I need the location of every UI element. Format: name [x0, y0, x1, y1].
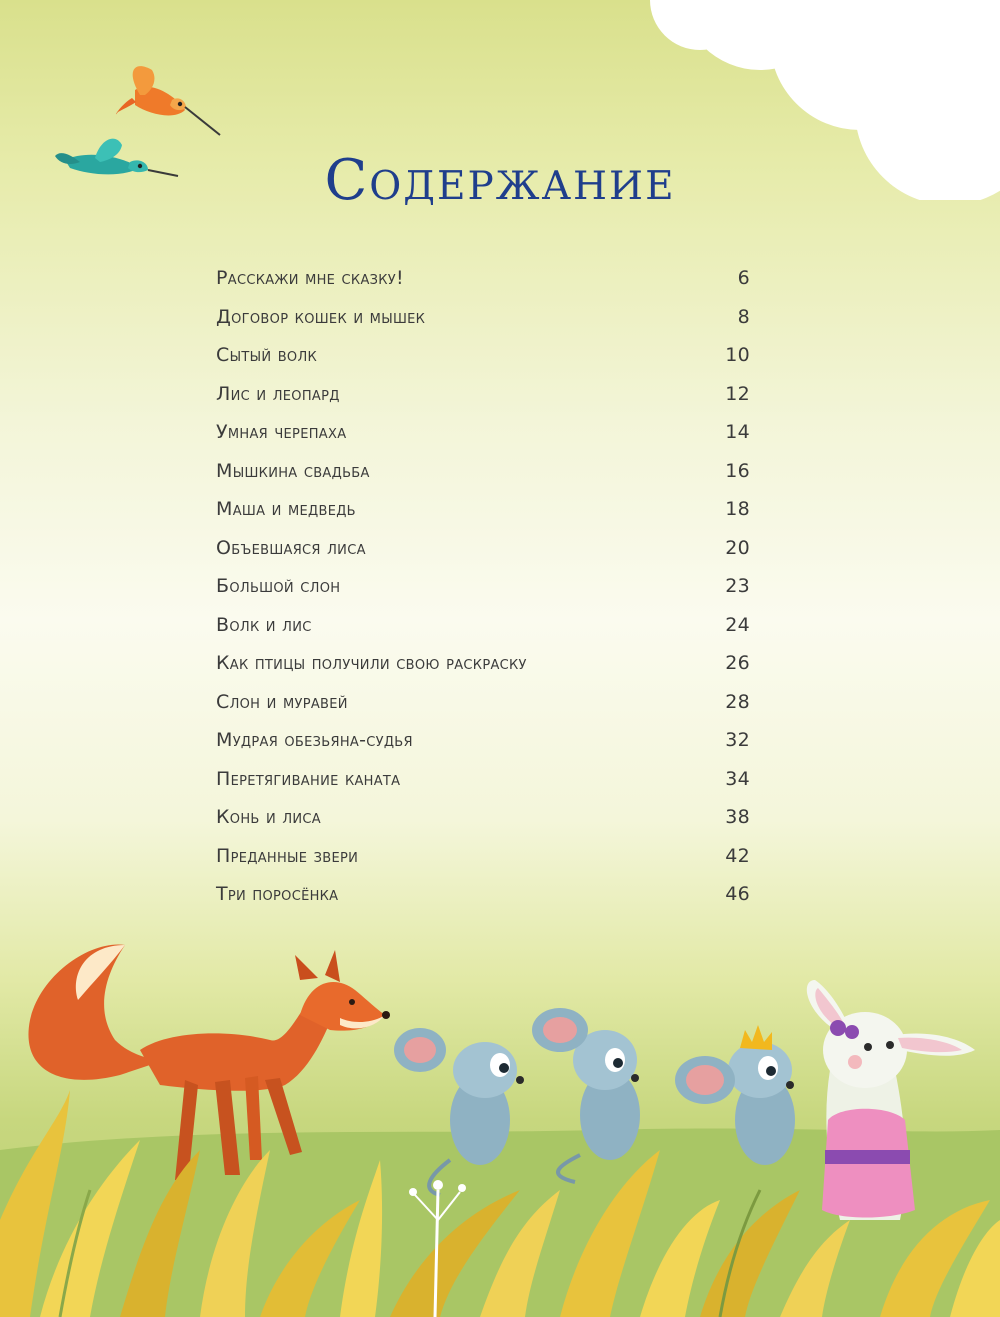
toc-item[interactable]	[216, 652, 750, 691]
toc-item-title: Объевшаяся лиса	[216, 536, 366, 559]
toc-item[interactable]	[216, 883, 750, 922]
toc-item-page: 16	[725, 459, 750, 482]
toc-item-title: Умная черепаха	[216, 421, 347, 443]
toc-item[interactable]	[216, 729, 750, 768]
toc-item-title: Как птицы получили свою раскраску	[216, 652, 527, 674]
toc-item-page: 28	[725, 690, 750, 713]
toc-item[interactable]	[216, 498, 750, 537]
toc-item[interactable]	[216, 460, 750, 499]
toc-item-title: Договор кошек и мышек	[216, 305, 426, 328]
page-title: Содержание	[324, 148, 676, 213]
toc-item-page: 18	[725, 498, 750, 520]
toc-item-page: 32	[725, 729, 750, 751]
toc-item[interactable]	[216, 575, 750, 614]
toc-item-title: Мышкина свадьба	[216, 459, 370, 482]
toc-item[interactable]	[216, 614, 750, 653]
toc-item[interactable]	[216, 768, 750, 807]
toc-item-title: Конь и лиса	[216, 806, 321, 828]
toc-item[interactable]	[216, 344, 750, 383]
toc-item-page: 34	[725, 767, 750, 790]
toc-item-title: Большой слон	[216, 575, 341, 597]
toc-item-page: 10	[725, 344, 750, 366]
toc-item-page: 42	[725, 844, 750, 867]
toc-item-page: 14	[725, 421, 750, 443]
toc-item-title: Расскажи мне сказку!	[216, 267, 404, 289]
toc-item-page: 24	[725, 613, 750, 636]
animals-meadow-illustration	[0, 920, 1000, 1317]
toc-item-title: Слон и муравей	[216, 690, 348, 713]
toc-item-title: Сытый волк	[216, 344, 318, 366]
toc-item-title: Три поросёнка	[216, 883, 339, 905]
table-of-contents	[216, 267, 750, 922]
toc-item-title: Маша и медведь	[216, 498, 356, 520]
toc-item-title: Перетягивание каната	[216, 767, 401, 790]
toc-item-page: 12	[725, 382, 750, 405]
toc-item[interactable]	[216, 806, 750, 845]
toc-item[interactable]	[216, 537, 750, 576]
toc-item-title: Волк и лис	[216, 613, 312, 636]
toc-item-page: 6	[737, 267, 750, 289]
toc-item-page: 26	[725, 652, 750, 674]
toc-item-page: 8	[737, 305, 750, 328]
toc-item-page: 23	[725, 575, 750, 597]
toc-item-page: 46	[725, 883, 750, 905]
toc-item[interactable]	[216, 691, 750, 730]
toc-item-title: Лис и леопард	[216, 382, 340, 405]
toc-item-title: Мудрая обезьяна-судья	[216, 729, 413, 751]
toc-item[interactable]	[216, 845, 750, 884]
toc-item[interactable]	[216, 421, 750, 460]
toc-item-page: 20	[725, 536, 750, 559]
toc-item[interactable]	[216, 306, 750, 345]
orange-bird-icon	[116, 66, 220, 135]
toc-item-page: 38	[725, 806, 750, 828]
toc-item[interactable]	[216, 383, 750, 422]
toc-item-title: Преданные звери	[216, 844, 359, 867]
toc-item[interactable]	[216, 267, 750, 306]
